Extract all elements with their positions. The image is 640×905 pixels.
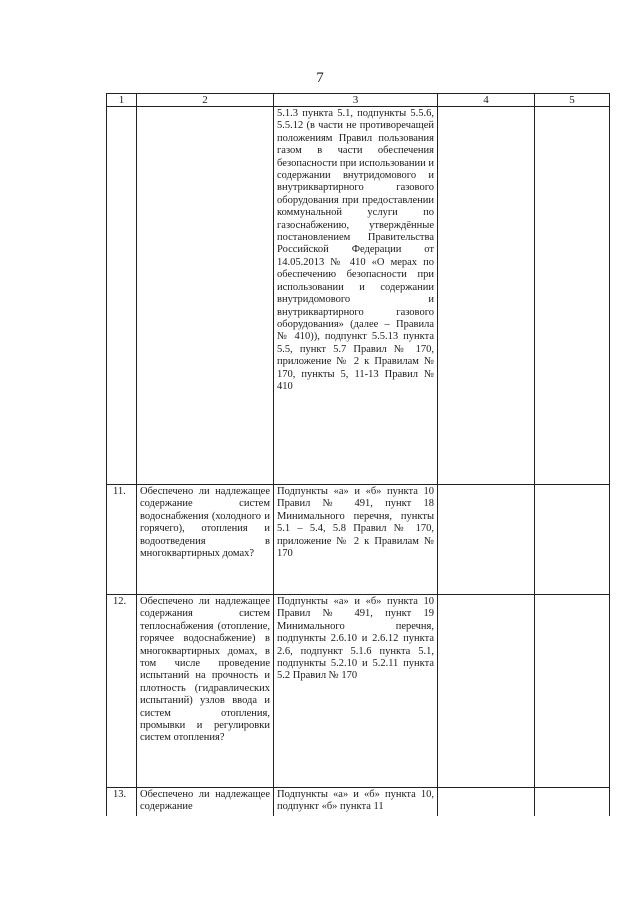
question-text: Обеспечено ли надлежащее содержания систем теплоснабжения (отопление, горячее водоснабжение) в многоквартирных домах, в том числе проведение испытаний на прочность и плотность (гидравлических испытаний) узлов ввода и систем отопления, промывки и регулировки систем отопления? — [137, 595, 274, 788]
cell-reference: 5.1.3 пункта 5.1, подпункты 5.5.6, 5.5.12 (в части не противоречащей положениям Правил пользования газом в части обеспечения безопасности при использовании и содержании внутридомового и внутриквартирного газового оборудования при предоставлении коммунальной услуги по газоснабжению, утверждённые постановлением Правительства Российской Федерации от 14.05.2013 № 410 «О мерах по обеспечению безопасности при использовании и содержании внутридомового и внутриквартирного газового оборудования» (далее – Правила № 410)), подпункт 5.5.13 пункта 5.5, пункт 5.7 Правил № 170, приложение № 2 к Правилам № 170, пункты 5, 11-13 Правил № 410 — [274, 107, 438, 485]
header-col-3: 3 — [274, 94, 438, 107]
page-number: 7 — [316, 70, 324, 86]
table-row-13 — [107, 788, 610, 816]
row-number: 13. — [107, 788, 137, 816]
cell-col4 — [438, 107, 535, 485]
inspection-table — [106, 93, 610, 816]
cell-question — [137, 107, 274, 485]
row-number: 12. — [107, 595, 137, 788]
header-col-5: 5 — [535, 94, 610, 107]
reference-text: Подпункты «а» и «б» пункта 10 Правил № 491, пункт 18 Минимального перечня, пункты 5.1 – 5.4, 5.8 Правил № 170, приложение № 2 к Правилам № 170 — [274, 485, 438, 595]
header-row — [107, 94, 610, 107]
cell-num — [107, 107, 137, 485]
cell-col5 — [535, 485, 610, 595]
header-col-2: 2 — [137, 94, 274, 107]
header-col-4: 4 — [438, 94, 535, 107]
cell-col4 — [438, 788, 535, 816]
reference-text: Подпункты «а» и «б» пункта 10 Правил № 491, пункт 19 Минимального перечня, подпункты 2.6.10 и 2.6.12 пункта 2.6, подпункт 5.1.6 пункта 5.1, подпункты 5.2.10 и 5.2.11 пункта 5.2 Правил № 170 — [274, 595, 438, 788]
cell-col4 — [438, 485, 535, 595]
table-row-12 — [107, 595, 610, 788]
cell-col5 — [535, 107, 610, 485]
row-number: 11. — [107, 485, 137, 595]
header-col-1: 1 — [107, 94, 137, 107]
table-row-continuation — [107, 107, 610, 485]
question-text: Обеспечено ли надлежащее содержание — [137, 788, 274, 816]
cell-col4 — [438, 595, 535, 788]
cell-col5 — [535, 595, 610, 788]
question-text: Обеспечено ли надлежащее содержание систем водоснабжения (холодного и горячего), отопления и водоотведения в многоквартирных домах? — [137, 485, 274, 595]
reference-text: Подпункты «а» и «б» пункта 10, подпункт «б» пункта 11 — [274, 788, 438, 816]
table-row-11 — [107, 485, 610, 595]
cell-col5 — [535, 788, 610, 816]
